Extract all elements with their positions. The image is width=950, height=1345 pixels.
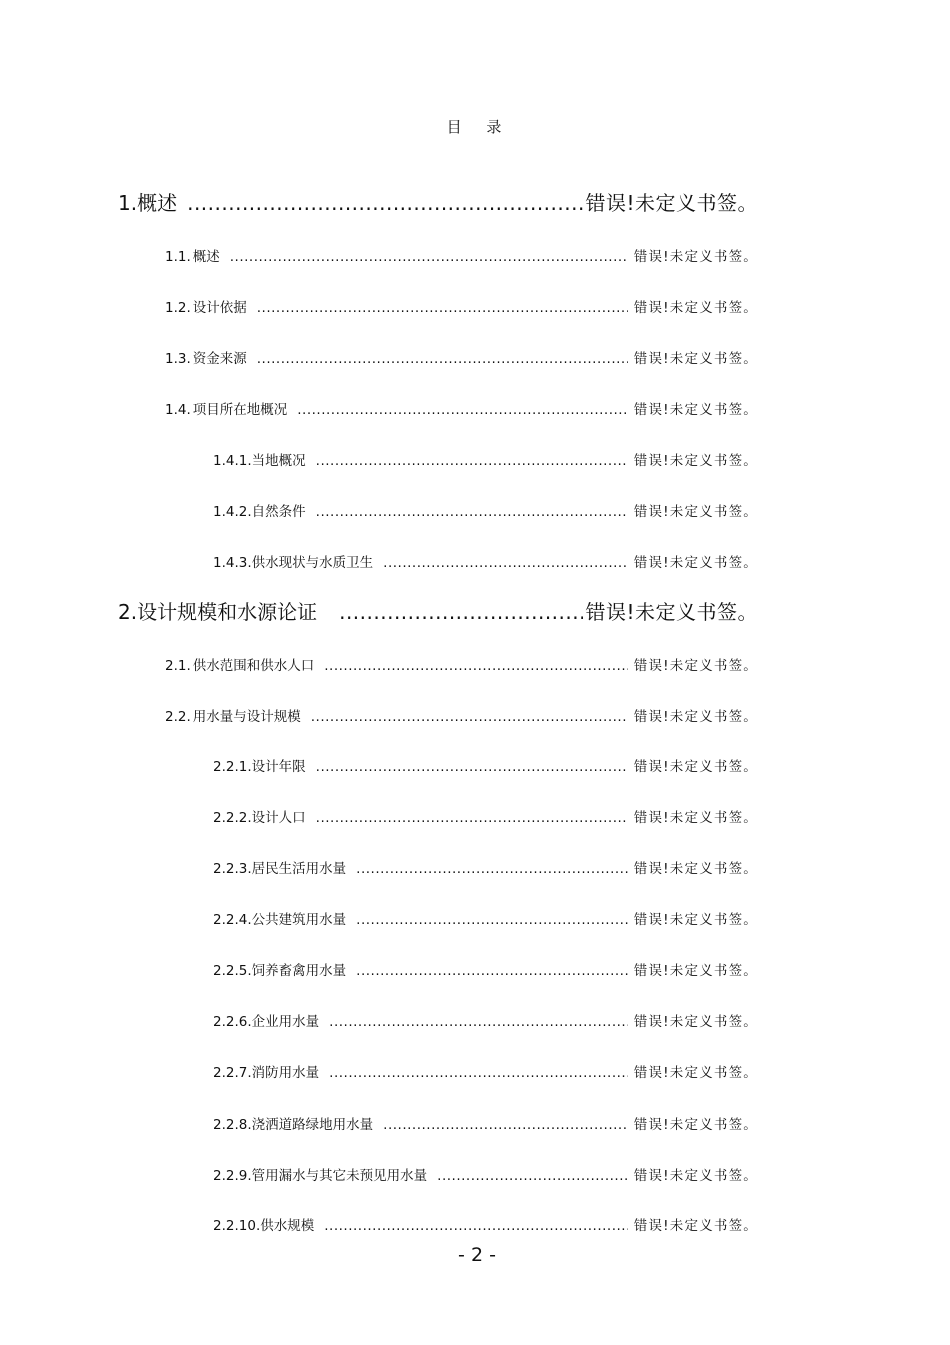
toc-entry-title: 供水范围和供水人口	[192, 658, 315, 674]
toc-entry[interactable]	[213, 959, 758, 979]
toc-entry[interactable]	[213, 1061, 758, 1081]
toc-dot-leader	[257, 300, 628, 316]
toc-entry-number: 1.2.	[165, 300, 191, 316]
toc-entry[interactable]	[165, 296, 758, 316]
toc-entry-title: 设计人口	[251, 810, 306, 826]
toc-dot-leader	[311, 709, 628, 725]
toc-entry-number: 1.1.	[165, 249, 191, 265]
toc-entry-number: 2.2.10.	[213, 1218, 261, 1234]
toc-dot-leader	[383, 555, 628, 571]
toc-entry-page-ref: 错误!未定义书签。	[633, 963, 758, 979]
toc-entry-page-ref: 错误!未定义书签。	[585, 600, 758, 624]
toc-entry[interactable]	[165, 245, 758, 265]
toc-dot-leader	[356, 963, 628, 979]
toc-entry-title: 用水量与设计规模	[192, 709, 301, 725]
toc-dot-leader	[316, 759, 628, 775]
toc-dot-leader	[356, 912, 628, 928]
toc-entry-page-ref: 错误!未定义书签。	[633, 504, 758, 520]
toc-entry-title: 公共建筑用水量	[251, 912, 347, 928]
toc-dot-leader	[316, 810, 628, 826]
toc-entry-title: 饲养畜禽用水量	[251, 963, 347, 979]
toc-entry[interactable]	[213, 1113, 758, 1133]
toc-entry[interactable]	[118, 596, 758, 622]
toc-dot-leader	[356, 861, 628, 877]
toc-dot-leader	[437, 1168, 628, 1184]
toc-entry[interactable]	[213, 500, 758, 520]
toc-entry[interactable]	[165, 398, 758, 418]
toc-entry[interactable]	[213, 1214, 758, 1234]
toc-entry-number: 2.2.1.	[213, 759, 252, 775]
toc-entry-number: 2.2.3.	[213, 861, 252, 877]
toc-entry[interactable]	[213, 755, 758, 775]
page-number: - 2 -	[458, 1244, 496, 1266]
toc-entry-number: 2.2.6.	[213, 1014, 252, 1030]
toc-dot-leader	[339, 600, 583, 624]
toc-entry-number: 2.	[118, 600, 138, 624]
toc-entry-number: 1.4.1.	[213, 453, 252, 469]
toc-entry-title: 管用漏水与其它未预见用水量	[251, 1168, 428, 1184]
toc-entry-title: 设计年限	[251, 759, 306, 775]
toc-entry-page-ref: 错误!未定义书签。	[633, 1014, 758, 1030]
toc-entry[interactable]	[165, 654, 758, 674]
toc-entry-number: 1.3.	[165, 351, 191, 367]
toc-entry-title: 供水规模	[260, 1218, 315, 1234]
toc-entry[interactable]	[213, 1164, 758, 1184]
toc-entry-page-ref: 错误!未定义书签。	[633, 709, 758, 725]
toc-entry-title: 设计依据	[192, 300, 247, 316]
toc-entry-page-ref: 错误!未定义书签。	[633, 402, 758, 418]
toc-entry-number: 2.2.9.	[213, 1168, 252, 1184]
toc-entry[interactable]	[118, 187, 758, 213]
toc-entry-title: 供水现状与水质卫生	[251, 555, 374, 571]
toc-entry-title: 自然条件	[251, 504, 306, 520]
toc-entry-page-ref: 错误!未定义书签。	[633, 453, 758, 469]
toc-entry-number: 2.2.8.	[213, 1117, 252, 1133]
toc-entry[interactable]	[213, 1010, 758, 1030]
toc-dot-leader	[324, 658, 628, 674]
toc-entry-title: 企业用水量	[251, 1014, 320, 1030]
toc-entry-title: 概述	[192, 249, 220, 265]
toc-entry-number: 2.2.	[165, 709, 191, 725]
toc-entry-title: 概述	[137, 191, 178, 215]
toc-entry-number: 2.2.4.	[213, 912, 252, 928]
toc-entry-page-ref: 错误!未定义书签。	[633, 300, 758, 316]
toc-entry-page-ref: 错误!未定义书签。	[633, 1168, 758, 1184]
toc-dot-leader	[383, 1117, 628, 1133]
toc-entry-page-ref: 错误!未定义书签。	[633, 912, 758, 928]
toc-entry[interactable]	[213, 449, 758, 469]
toc-entry-title: 当地概况	[251, 453, 306, 469]
toc-entry[interactable]	[213, 908, 758, 928]
toc-entry[interactable]	[165, 705, 758, 725]
toc-entry-page-ref: 错误!未定义书签。	[633, 351, 758, 367]
toc-entry-number: 2.2.7.	[213, 1065, 252, 1081]
toc-dot-leader	[329, 1065, 628, 1081]
toc-dot-leader	[230, 249, 628, 265]
toc-entry-page-ref: 错误!未定义书签。	[633, 759, 758, 775]
toc-entry-number: 1.4.2.	[213, 504, 252, 520]
toc-entry-title: 浇洒道路绿地用水量	[251, 1117, 374, 1133]
toc-entry-page-ref: 错误!未定义书签。	[633, 1218, 758, 1234]
toc-entry-page-ref: 错误!未定义书签。	[633, 861, 758, 877]
toc-entry-number: 1.4.3.	[213, 555, 252, 571]
toc-entry-page-ref: 错误!未定义书签。	[585, 191, 758, 215]
toc-entry[interactable]	[213, 806, 758, 826]
toc-entry-number: 2.1.	[165, 658, 191, 674]
toc-entry-title: 项目所在地概况	[192, 402, 288, 418]
toc-entry-page-ref: 错误!未定义书签。	[633, 555, 758, 571]
toc-entry-number: 1.	[118, 191, 138, 215]
toc-entry-page-ref: 错误!未定义书签。	[633, 249, 758, 265]
toc-entry[interactable]	[165, 347, 758, 367]
toc-entry-page-ref: 错误!未定义书签。	[633, 810, 758, 826]
toc-dot-leader	[316, 504, 628, 520]
toc-heading: 目 录	[446, 118, 512, 136]
toc-entry-number: 2.2.2.	[213, 810, 252, 826]
toc-entry-title: 消防用水量	[251, 1065, 320, 1081]
toc-dot-leader	[329, 1014, 628, 1030]
toc-entry-number: 1.4.	[165, 402, 191, 418]
toc-entry-title: 居民生活用水量	[251, 861, 347, 877]
toc-entry-page-ref: 错误!未定义书签。	[633, 658, 758, 674]
toc-entry[interactable]	[213, 857, 758, 877]
toc-entry-page-ref: 错误!未定义书签。	[633, 1065, 758, 1081]
toc-entry-title: 设计规模和水源论证	[137, 600, 318, 624]
toc-dot-leader	[297, 402, 628, 418]
toc-dot-leader	[257, 351, 628, 367]
toc-entry[interactable]	[213, 551, 758, 571]
toc-dot-leader	[316, 453, 628, 469]
toc-dot-leader	[187, 191, 583, 215]
toc-entry-title: 资金来源	[192, 351, 247, 367]
toc-entry-number: 2.2.5.	[213, 963, 252, 979]
toc-dot-leader	[324, 1218, 628, 1234]
toc-entry-page-ref: 错误!未定义书签。	[633, 1117, 758, 1133]
